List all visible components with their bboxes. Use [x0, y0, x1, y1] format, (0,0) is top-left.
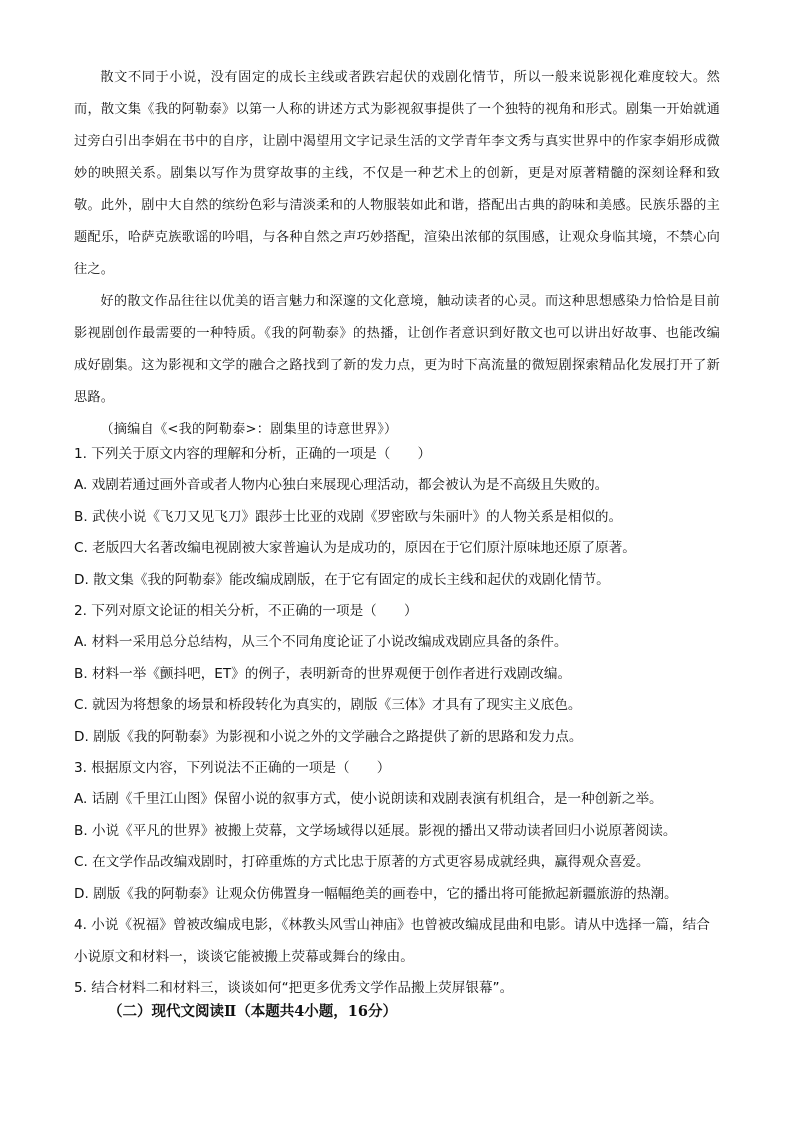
passage-source: （摘编自《<我的阿勒泰>：剧集里的诗意世界》）: [100, 422, 398, 437]
option-b: B. 武侠小说《飞刀又见飞刀》跟莎士比亚的戏剧《罗密欧与朱丽叶》的人物关系是相似的。: [74, 508, 623, 525]
question-stem: 4. 小说《祝福》曾被改编成电影，《林教头风雪山神庙》也曾被改编成昆曲和电影。请从中选择一篇，结合小说原文和材料一，谈谈它能被搬上荧幕或舞台的缘由。: [74, 917, 710, 965]
question-stem: 5. 结合材料二和材料三，谈谈如何“把更多优秀文学作品搬上荧屏银幕”。: [74, 979, 514, 996]
reading-passage: [74, 62, 720, 446]
option-c: C. 在文学作品改编戏剧时，打碎重炼的方式比忠于原著的方式更容易成就经典，赢得观众喜爱。: [74, 854, 650, 871]
option-a: A. 材料一采用总分总结构，从三个不同角度论证了小说改编成戏剧应具备的条件。: [74, 634, 568, 651]
option-c: C. 老版四大名著改编电视剧被大家普遍认为是成功的，原因在于它们原汁原味地还原了原著。: [74, 540, 636, 557]
question-stem: 2. 下列对原文论证的相关分析，不正确的一项是（ ）: [74, 603, 418, 620]
question-2: [74, 596, 722, 753]
option-d: D. 剧版《我的阿勒泰》让观众仿佛置身一幅幅绝美的画卷中，它的播出将可能掀起新疆旅游的热潮。: [74, 885, 678, 902]
question-stem: 1. 下列关于原文内容的理解和分析，正确的一项是（ ）: [74, 446, 432, 462]
option-a: A. 话剧《千里江山图》保留小说的叙事方式，使小说朗读和戏剧表演有机组合，是一种创新之举。: [74, 791, 663, 808]
question-1: [74, 439, 722, 596]
passage-paragraph: 散文不同于小说，没有固定的成长主线或者跌宕起伏的戏剧化情节，所以一般来说影视化难度较大。然而，散文集《我的阿勒泰》以第一人称的讲述方式为影视叙事提供了一个独特的视角和形式。剧集一开始就通过旁白引出李娟在书中的自序，让剧中渴望用文字记录生活的文学青年李文秀与真实世界中的作家李娟形成微妙的映照关系。剧集以写作为贯穿故事的主线，不仅是一种艺术上的创新，更是对原著精髓的深刻诠释和致敬。此外，剧中大自然的缤纷色彩与清淡柔和的人物服装如此和谐，搭配出古典的韵味和美感。民族乐器的主题配乐，哈萨克族歌谣的吟唱，与各种自然之声巧妙搭配，渲染出浓郁的氛围感，让观众身临其境，不禁心向往之。: [74, 70, 720, 277]
question-3: [74, 753, 722, 910]
section-heading: （二）现代文阅读Ⅱ（本题共4小题，16分）: [108, 1003, 397, 1020]
option-b: B. 小说《平凡的世界》被搬上荧幕，文学场域得以延展。影视的播出又带动读者回归小说原著阅读。: [74, 822, 677, 839]
passage-paragraph: 好的散文作品往往以优美的语言魅力和深邃的文化意境，触动读者的心灵。而这种思想感染力恰恰是目前影视剧创作最需要的一种特质。《我的阿勒泰》的热播，让创作者意识到好散文也可以讲出好故事、也能改编成好剧集。这为影视和文学的融合之路找到了新的发力点，更为时下高流量的微短剧探索精品化发展打开了新思路。: [74, 294, 720, 405]
question-list: [74, 439, 722, 1004]
option-b: B. 材料一举《颤抖吧，ET》的例子，表明新奇的世界观便于创作者进行戏剧改编。: [74, 665, 572, 682]
question-4: [74, 910, 722, 973]
question-stem: 3. 根据原文内容，下列说法不正确的一项是（ ）: [74, 760, 391, 777]
option-a: A. 戏剧若通过画外音或者人物内心独白来展现心理活动，都会被认为是不高级且失败的。: [74, 477, 609, 494]
option-d: D. 剧版《我的阿勒泰》为影视和小说之外的文学融合之路提供了新的思路和发力点。: [74, 728, 583, 745]
option-d: D. 散文集《我的阿勒泰》能改编成剧版，在于它有固定的成长主线和起伏的戏剧化情节。: [74, 571, 610, 588]
option-c: C. 就因为将想象的场景和桥段转化为真实的，剧版《三体》才具有了现实主义底色。: [74, 697, 582, 714]
